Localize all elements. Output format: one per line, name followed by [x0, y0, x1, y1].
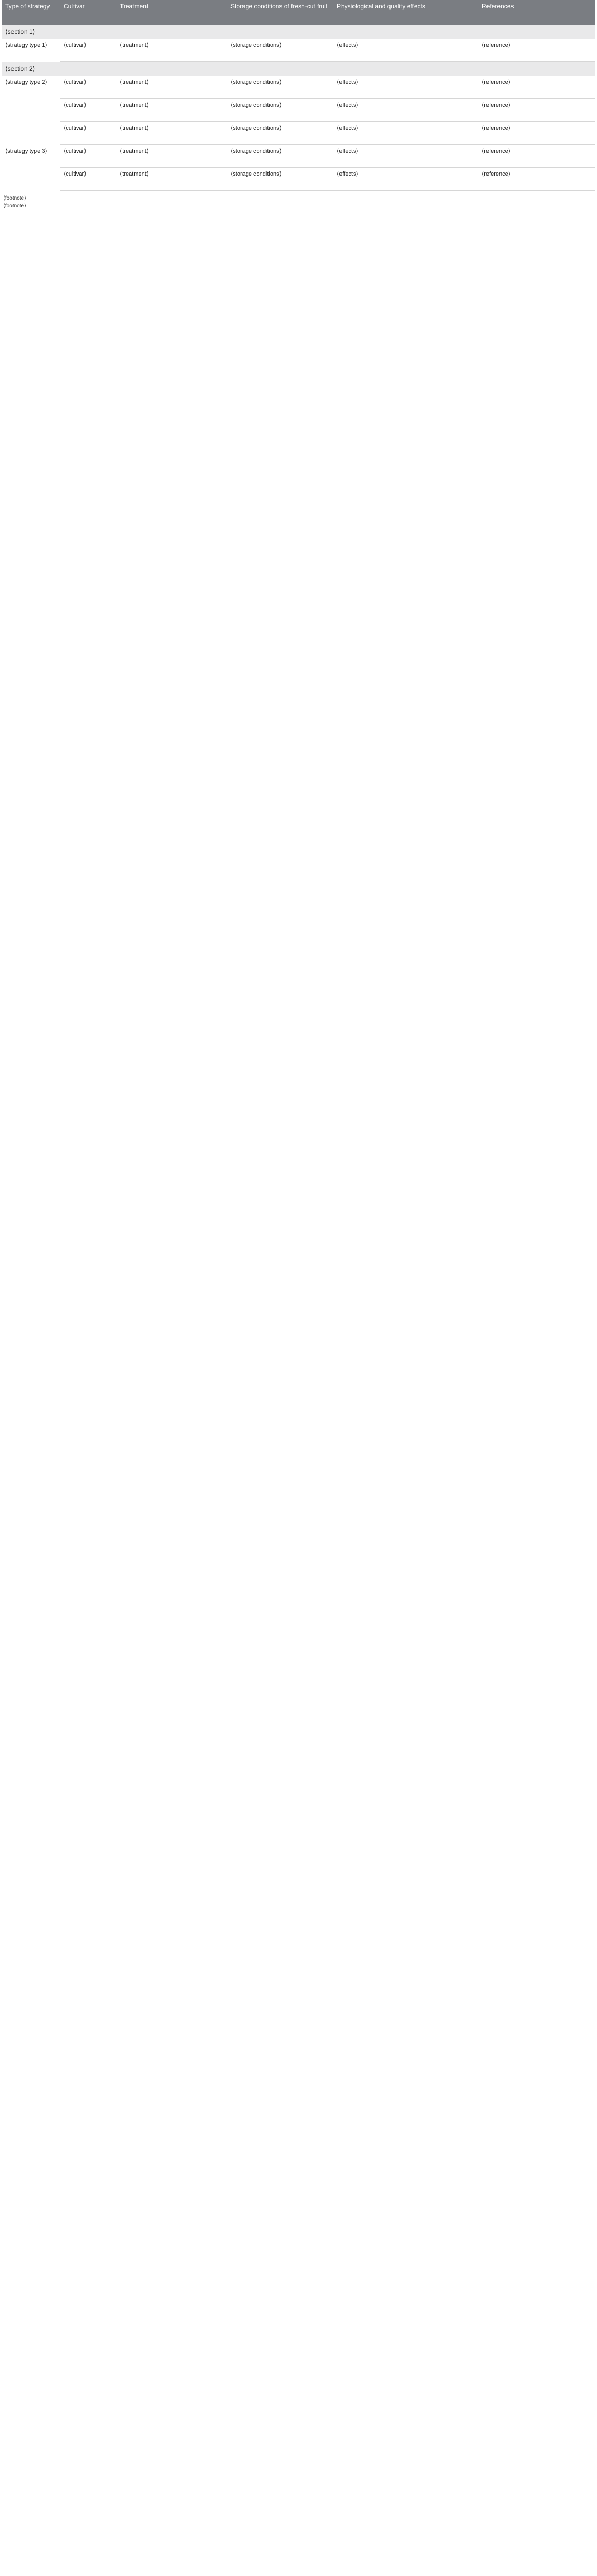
- cell-cultivar: ⟨cultivar⟩: [60, 39, 117, 62]
- cell-storage: ⟨storage conditions⟩: [227, 76, 334, 99]
- table-row: [2, 145, 595, 168]
- table-header-row: [2, 0, 595, 25]
- cell-effects: ⟨effects⟩: [334, 99, 479, 122]
- cell-cultivar: ⟨cultivar⟩: [60, 122, 117, 145]
- cell-treatment: ⟨treatment⟩: [117, 99, 227, 122]
- header-type-of-strategy: Type of strategy: [2, 0, 60, 25]
- section-title: ⟨section 2⟩: [2, 62, 595, 76]
- cell-reference: ⟨reference⟩: [479, 122, 595, 145]
- section-title: ⟨section 1⟩: [2, 25, 595, 39]
- cell-strategy-type: ⟨strategy type 2⟩: [5, 79, 47, 85]
- section-row: [2, 62, 595, 76]
- cell-cultivar: ⟨cultivar⟩: [60, 168, 117, 191]
- cell-effects: ⟨effects⟩: [334, 76, 479, 99]
- cell-reference: ⟨reference⟩: [479, 168, 595, 191]
- cell-reference: ⟨reference⟩: [479, 39, 595, 62]
- cell-treatment: ⟨treatment⟩: [117, 76, 227, 99]
- fresh-cut-strategies-table: [2, 0, 595, 191]
- cell-reference: ⟨reference⟩: [479, 99, 595, 122]
- table-row: [2, 99, 595, 122]
- cell-storage: ⟨storage conditions⟩: [227, 99, 334, 122]
- cell-cultivar: ⟨cultivar⟩: [60, 145, 117, 168]
- cell-storage: ⟨storage conditions⟩: [227, 39, 334, 62]
- cell-reference: ⟨reference⟩: [479, 145, 595, 168]
- cell-effects: ⟨effects⟩: [334, 122, 479, 145]
- cell-cultivar: ⟨cultivar⟩: [60, 76, 117, 99]
- cell-strategy-type: ⟨strategy type 3⟩: [5, 147, 47, 154]
- cell-storage: ⟨storage conditions⟩: [227, 145, 334, 168]
- cell-reference: ⟨reference⟩: [479, 76, 595, 99]
- cell-cultivar: ⟨cultivar⟩: [60, 99, 117, 122]
- header-effects: Physiological and quality effects: [334, 0, 479, 25]
- cell-treatment: ⟨treatment⟩: [117, 145, 227, 168]
- header-treatment: Treatment: [117, 0, 227, 25]
- table-row: [2, 122, 595, 145]
- cell-effects: ⟨effects⟩: [334, 39, 479, 62]
- table-body: [2, 25, 595, 191]
- table-note: ⟨footnote⟩: [3, 195, 26, 201]
- cell-strategy-type: ⟨strategy type 1⟩: [5, 42, 47, 48]
- table-row: [2, 76, 595, 99]
- header-cultivar: Cultivar: [60, 0, 117, 25]
- header-references: References: [479, 0, 595, 25]
- table-row: [2, 39, 595, 62]
- cell-storage: ⟨storage conditions⟩: [227, 168, 334, 191]
- cell-storage: ⟨storage conditions⟩: [227, 122, 334, 145]
- cell-treatment: ⟨treatment⟩: [117, 168, 227, 191]
- cell-effects: ⟨effects⟩: [334, 168, 479, 191]
- header-storage-conditions: Storage conditions of fresh-cut fruit: [227, 0, 334, 25]
- cell-treatment: ⟨treatment⟩: [117, 122, 227, 145]
- table-note: ⟨footnote⟩: [3, 203, 26, 209]
- cell-treatment: ⟨treatment⟩: [117, 39, 227, 62]
- table-notes: [2, 195, 595, 210]
- table-row: [2, 168, 595, 191]
- cell-effects: ⟨effects⟩: [334, 145, 479, 168]
- section-row: [2, 25, 595, 39]
